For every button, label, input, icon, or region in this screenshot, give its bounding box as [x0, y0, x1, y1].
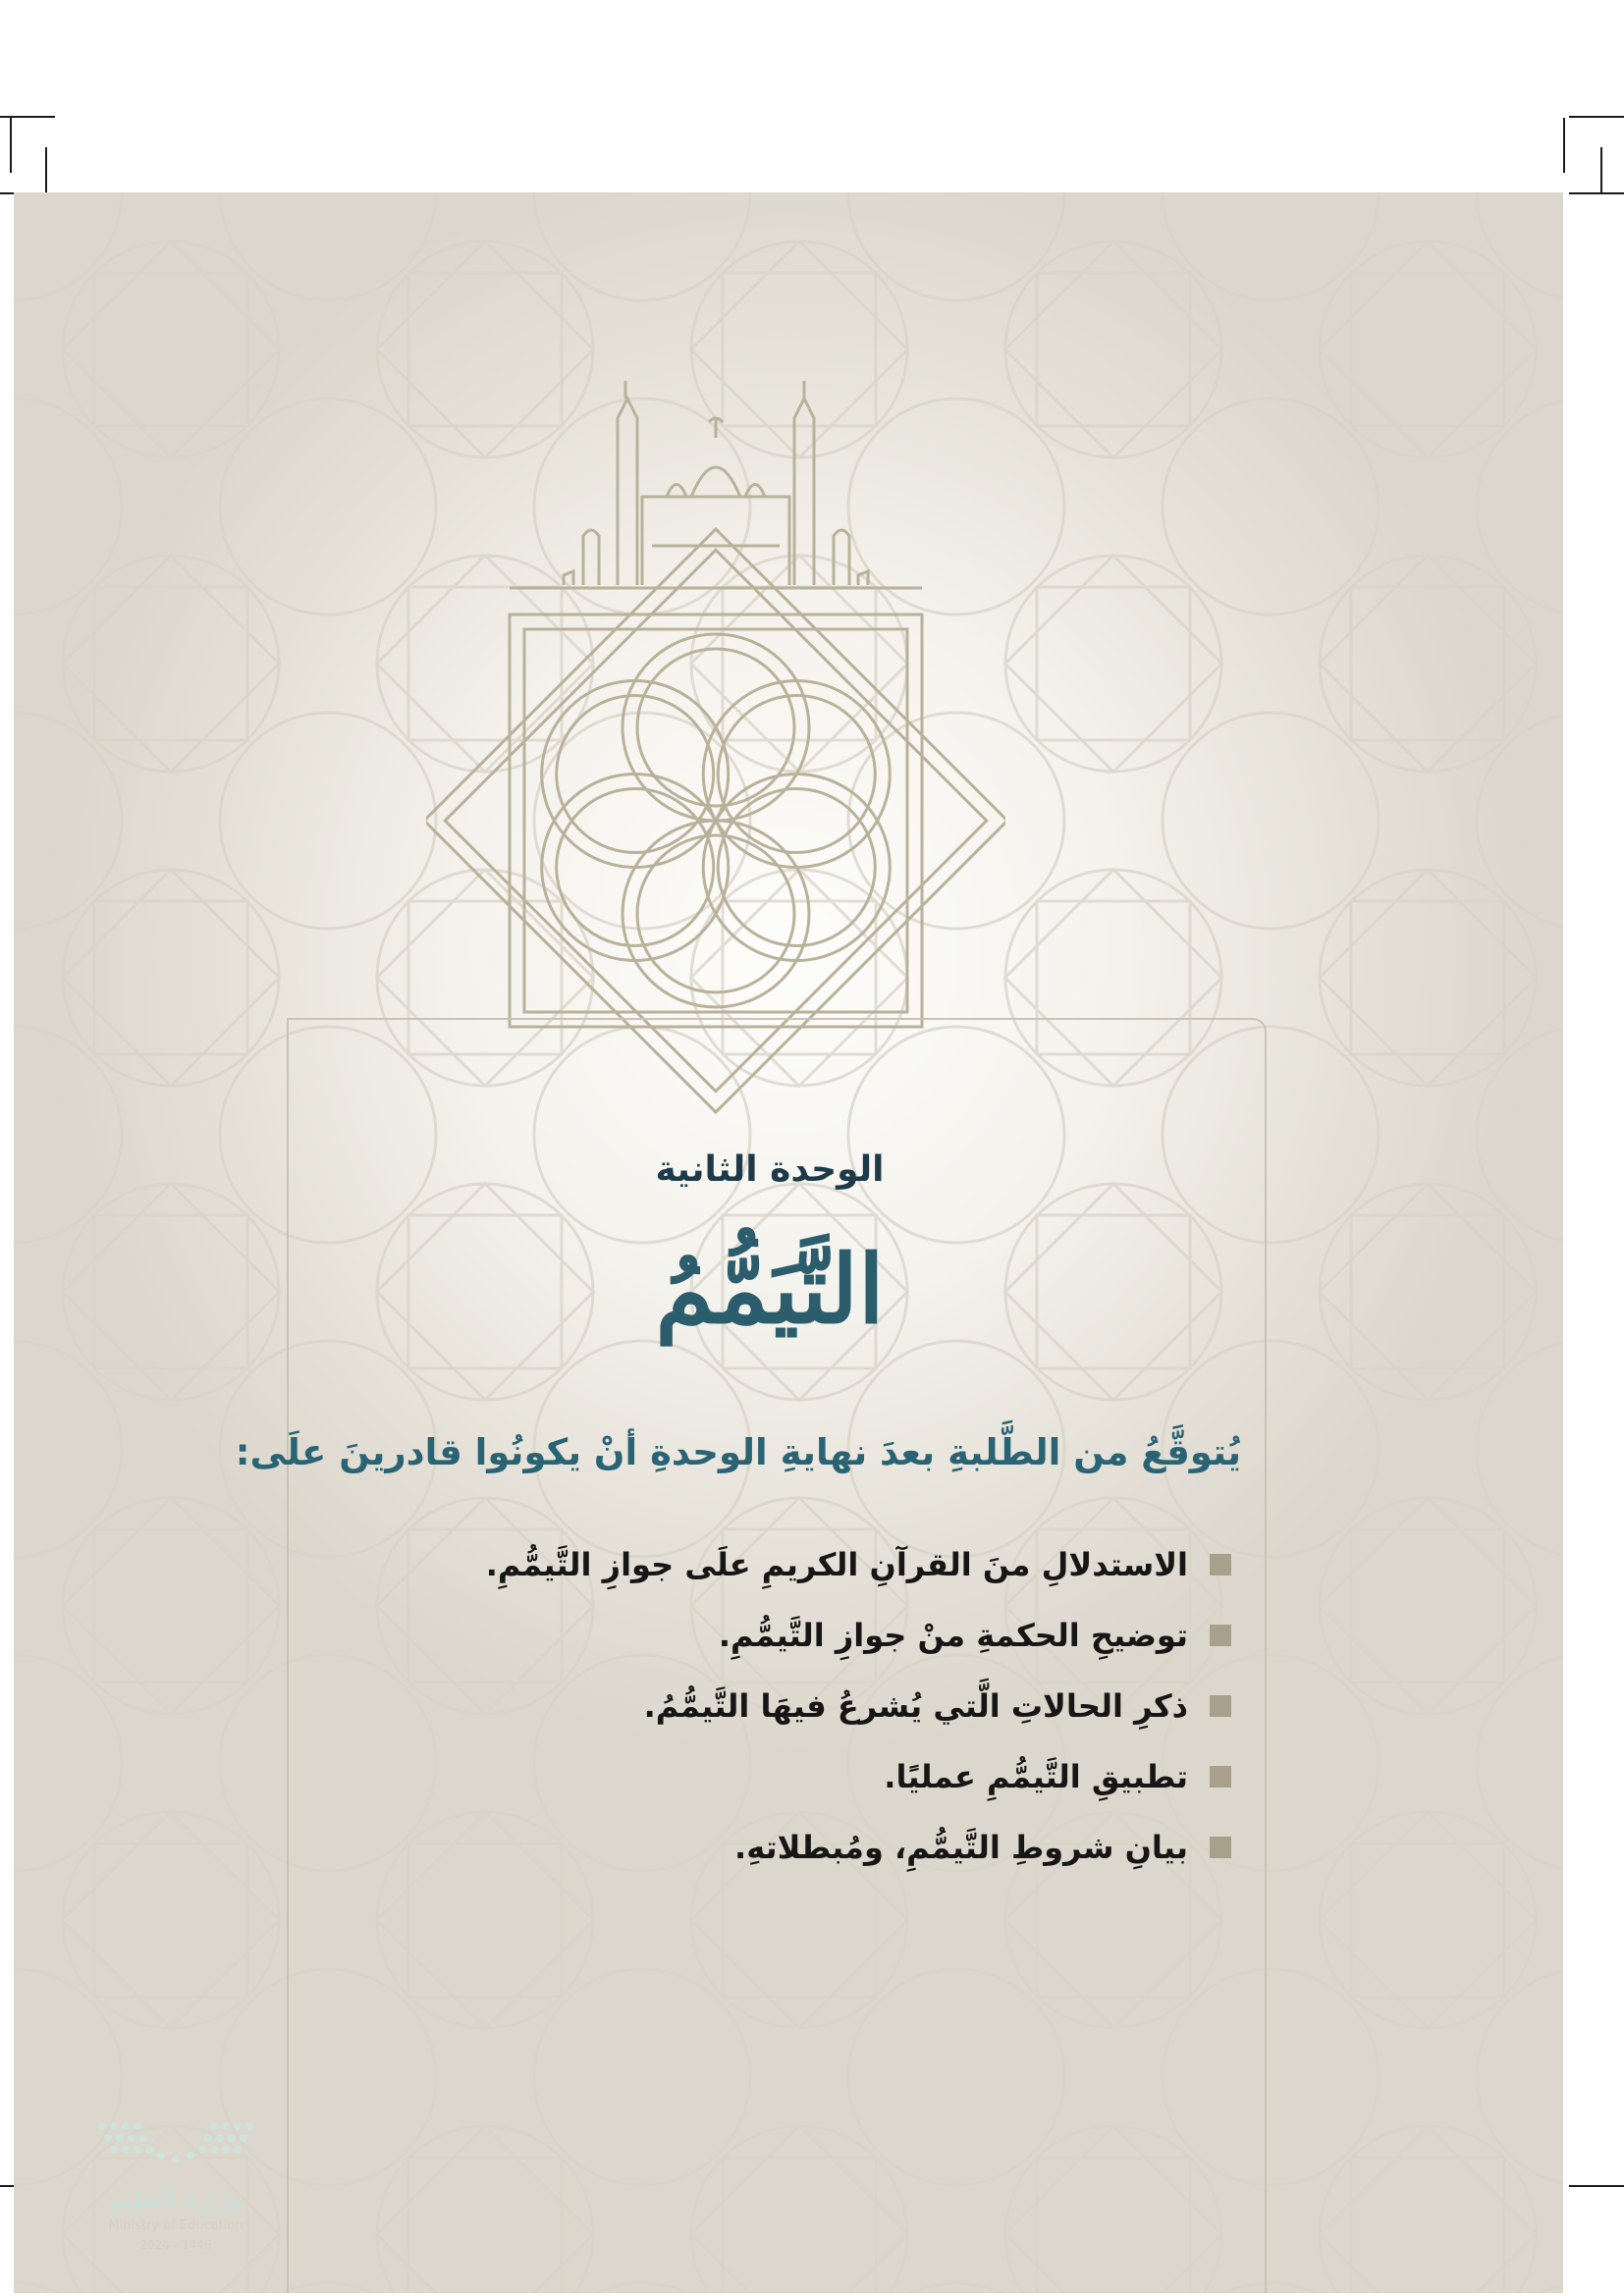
objectives-intro: يُتوقَّعُ من الطَّلبةِ بعدَ نهايةِ الوحدةِ أنْ يكونُوا قادرينَ علَى:: [235, 1431, 1241, 1473]
crop-mark: [1563, 118, 1565, 173]
crop-mark: [0, 116, 55, 118]
crop-mark: [10, 118, 12, 173]
list-item: [505, 1600, 1231, 1671]
crop-mark: [1600, 147, 1602, 192]
ministry-name-en: Ministry of Education: [108, 2218, 244, 2233]
list-item: [485, 1529, 1231, 1600]
crop-mark: [1569, 192, 1624, 194]
objective-text: تطبيقِ التَّيمُّمِ عمليًا.: [884, 1758, 1188, 1795]
square-bullet-icon: [1210, 1695, 1231, 1717]
square-bullet-icon: [1210, 1766, 1231, 1788]
objectives-list: [485, 1529, 1231, 1883]
list-item: [505, 1812, 1231, 1883]
crop-mark: [1569, 2185, 1624, 2187]
ministry-year: 2024 - 1446: [139, 2238, 212, 2252]
ministry-logo-icon: [82, 2107, 269, 2185]
unit-label: الوحدة الثانية: [655, 1149, 885, 1190]
ministry-logo: [82, 2107, 279, 2264]
square-bullet-icon: [1210, 1625, 1231, 1646]
objective-text: بيانِ شروطِ التَّيمُّمِ، ومُبطلاتهِ.: [734, 1829, 1188, 1866]
objective-text: الاستدلالِ منَ القرآنِ الكريمِ علَى جوازِ التَّيمُّمِ.: [485, 1546, 1188, 1583]
objective-text: توضيحِ الحكمةِ منْ جوازِ التَّيمُّمِ.: [718, 1617, 1188, 1654]
list-item: [505, 1671, 1231, 1741]
crop-mark: [45, 147, 47, 192]
objective-text: ذكرِ الحالاتِ الَّتي يُشرعُ فيهَا التَّيمُّمُ.: [643, 1687, 1188, 1725]
crop-mark: [1569, 116, 1624, 118]
ministry-name: وزارة التعليم: [108, 2185, 244, 2215]
square-bullet-icon: [1210, 1837, 1231, 1858]
list-item: [505, 1741, 1231, 1812]
unit-title: التَّيَمُّمُ: [655, 1234, 885, 1345]
cover-sheet: [14, 192, 1563, 2293]
square-bullet-icon: [1210, 1554, 1231, 1575]
